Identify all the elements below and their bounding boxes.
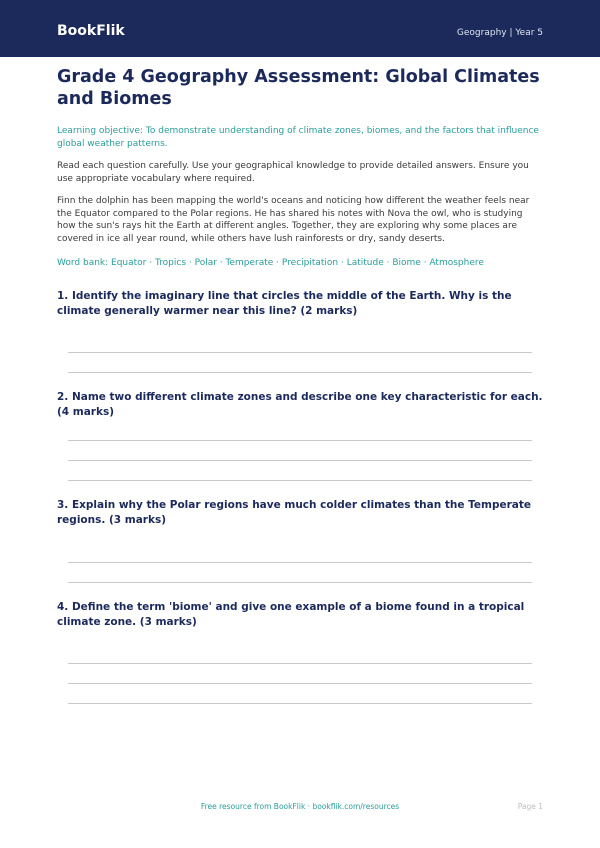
answer-line[interactable] — [68, 480, 532, 481]
word-bank: Word bank: Equator · Tropics · Polar · Temperate · Precipitation · Latitude · Biome · Atmosphere — [57, 258, 484, 268]
question-1: 1. Identify the imaginary line that circles the middle of the Earth. Why is the climate generally warmer near this line? (2 marks) — [57, 290, 512, 317]
answer-line[interactable] — [68, 663, 532, 664]
subject-year-label: Geography | Year 5 — [456, 28, 543, 38]
answer-line[interactable] — [68, 562, 532, 563]
question-2: 2. Name two different climate zones and describe one key characteristic for each. (4 marks) — [57, 391, 543, 418]
header-bar — [0, 0, 600, 57]
answer-line[interactable] — [68, 460, 532, 461]
answer-line[interactable] — [68, 372, 532, 373]
intro-section — [57, 66, 543, 269]
learning-objective: Learning objective: To demonstrate understanding of climate zones, biomes, and the factors that influence global weather patterns. — [57, 126, 539, 149]
question-4: 4. Define the term 'biome' and give one example of a biome found in a tropical climate zone. (3 marks) — [57, 601, 525, 628]
page-number: Page 1 — [517, 802, 543, 811]
story-text: Finn the dolphin has been mapping the world's oceans and noticing how different the weather feels near the Equator compared to the Polar regions. He has shared his notes with Nova the owl, who is studying how the sun's rays hit the Earth at different angles. Together, they are exploring why some places are covered in ice all year round, while others have lush rainforests or dry, sandy deserts. — [57, 196, 530, 244]
question-3: 3. Explain why the Polar regions have much colder climates than the Temperate regions. (3 marks) — [57, 499, 532, 526]
answer-line[interactable] — [68, 703, 532, 704]
brand-logo-text[interactable]: BookFlik — [57, 23, 125, 39]
footer-resource-link[interactable]: Free resource from BookFlik · bookflik.com/resources — [200, 802, 400, 811]
answer-line[interactable] — [68, 683, 532, 684]
answer-line[interactable] — [68, 352, 532, 353]
answer-line[interactable] — [68, 440, 532, 441]
instructions-text: Read each question carefully. Use your geographical knowledge to provide detailed answers. Ensure you use appropriate vocabulary where required. — [57, 161, 529, 184]
page-title: Grade 4 Geography Assessment: Global Climates and Biomes — [57, 67, 540, 109]
answer-line[interactable] — [68, 582, 532, 583]
